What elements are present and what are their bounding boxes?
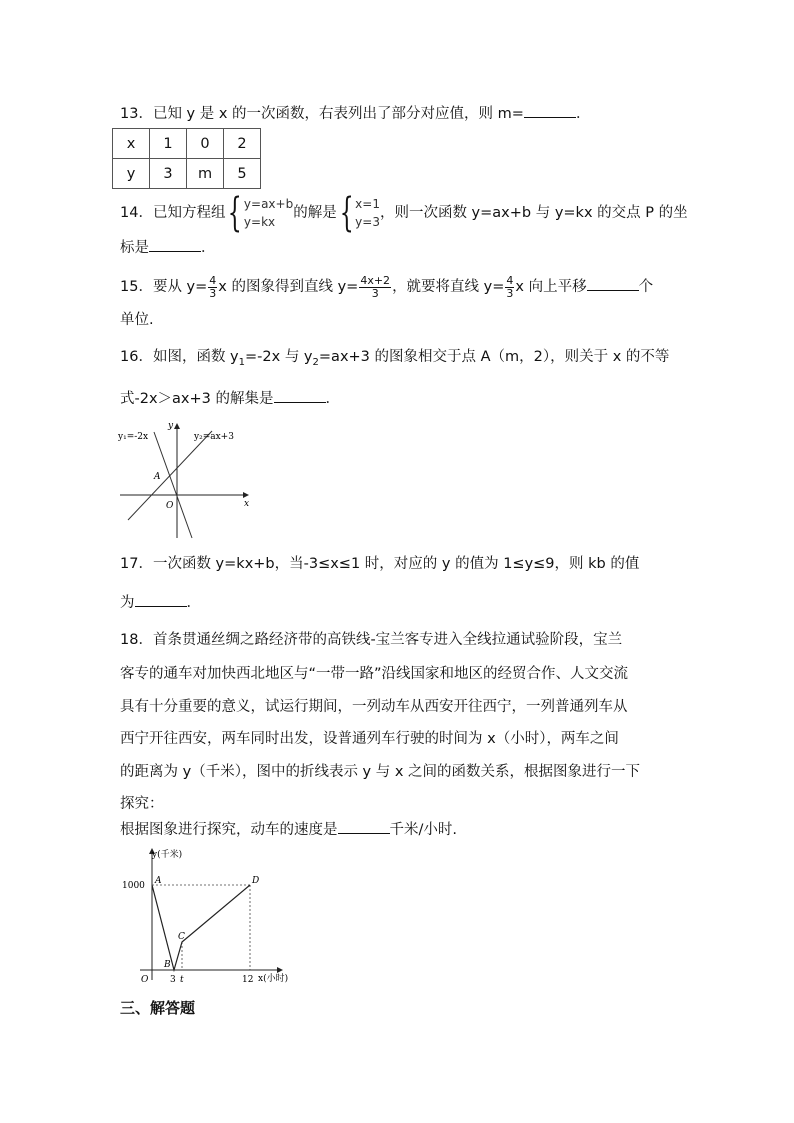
q17-end: ．: [186, 595, 201, 611]
q16-line-2: [120, 388, 340, 409]
q13-number: 13．: [120, 106, 153, 122]
q14-pre: 已知方程组: [152, 205, 226, 221]
subscript: 2: [312, 356, 319, 368]
q14-system-1: [225, 190, 294, 236]
q18-answer-blank[interactable]: [338, 819, 390, 834]
q18-line-6: [120, 794, 164, 814]
point-d-label: D: [252, 876, 260, 886]
q18-graph: [112, 843, 312, 988]
q13-answer-blank[interactable]: [524, 103, 576, 118]
q16-graph: [112, 418, 262, 543]
q18-line-3: [120, 697, 628, 717]
q13-text: 已知 y 是 x 的一次函数，右表列出了部分对应值，则 m=: [152, 106, 524, 122]
line-y1: [154, 432, 192, 538]
section-heading: 三、解答题: [120, 999, 196, 1017]
denominator: 3: [209, 286, 217, 300]
table-cell: 1: [150, 129, 187, 159]
q13-value-table: [112, 128, 261, 189]
q13-line: [120, 103, 590, 124]
q18-text: 具有十分重要的意义，试运行期间，一列动车从西安开往西宁，一列普通列车从: [120, 699, 628, 715]
table-cell: 3: [150, 159, 187, 189]
q18-text: 首条贯通丝绸之路经济带的高铁线-宝兰客专进入全线拉通试验阶段，宝兰: [152, 632, 623, 648]
brace-icon: {: [339, 190, 354, 236]
q18-line-4: [120, 729, 619, 749]
q18-ask: [120, 819, 457, 840]
q16-answer-blank[interactable]: [274, 388, 326, 403]
point-b-label: B: [164, 960, 171, 970]
q14-mid: 的解是: [293, 205, 337, 221]
q16-text-1: 如图，函数 y: [152, 349, 239, 365]
q15-text-4: x 向上平移: [515, 279, 587, 295]
point-a-label: A: [154, 472, 161, 482]
q18-line-2: [120, 664, 628, 684]
q18-text: 客专的通车对加快西北地区与“一带一路”沿线国家和地区的经贸合作、人文交流: [120, 666, 629, 682]
brace-icon: {: [228, 190, 243, 236]
q17-line2: 为: [120, 595, 135, 611]
point-c-label: C: [178, 932, 185, 942]
q16-text-3: =ax+3 的图象相交于点 A（m，2），则关于 x 的不等: [318, 349, 670, 365]
y-axis-label: y: [168, 421, 174, 431]
origin-label: O: [166, 501, 174, 511]
table-cell: 0: [187, 129, 224, 159]
q13-end: ．: [575, 106, 591, 122]
q14-post: ，则一次函数 y=ax+b 与 y=kx 的交点 P 的坐: [379, 205, 688, 221]
q17-answer-blank[interactable]: [135, 592, 187, 607]
distance-polyline: [152, 885, 250, 970]
q16-text-2: =-2x 与 y: [245, 349, 313, 365]
point-a-label: A: [155, 876, 162, 886]
q18-ask-text: 根据图象进行探究，动车的速度是: [120, 822, 338, 838]
q15-text-1: 要从 y=: [152, 279, 208, 295]
q18-text: 西宁开往西安，两车同时出发，设普通列车行驶的时间为 x（小时），两车之间: [120, 731, 619, 747]
q15-text-3: ，就要将直线 y=: [392, 279, 505, 295]
table-cell: 2: [224, 129, 261, 159]
table-cell: 5: [224, 159, 261, 189]
q16-end: ．: [325, 391, 340, 407]
label-y1: y₁=-2x: [118, 432, 149, 442]
y-axis-label: y(千米): [152, 850, 183, 860]
x-tick-12: 12: [242, 975, 254, 985]
table-cell: y: [113, 159, 150, 189]
q14-system-2: [337, 190, 380, 236]
q18-line-5: [120, 762, 640, 782]
q18-number: 18．: [120, 632, 153, 648]
numerator: 4: [209, 273, 217, 287]
q17-line-2: [120, 592, 201, 613]
q14-answer-blank[interactable]: [149, 237, 201, 252]
fraction: [208, 275, 217, 300]
x-axis-label: x: [244, 499, 250, 509]
q14-eq-1: y=ax+b: [243, 197, 294, 211]
q16-line2: 式-2x＞ax+3 的解集是: [120, 391, 274, 407]
q15-number: 15．: [120, 279, 153, 295]
fraction: [505, 275, 514, 300]
x-axis-label: x(小时): [258, 974, 289, 984]
fraction: [359, 275, 391, 300]
q18-line-1: [120, 630, 622, 650]
q17-line: [120, 554, 639, 574]
label-y2: y₂=ax+3: [194, 432, 234, 442]
q17-text: 一次函数 y=kx+b，当-3≤x≤1 时，对应的 y 的值为 1≤y≤9，则 kb 的值: [152, 556, 640, 572]
q17-number: 17．: [120, 556, 153, 572]
table-row: [113, 129, 261, 159]
denominator: 3: [371, 286, 379, 300]
q14-sol-1: x=1: [355, 197, 380, 211]
table-cell: x: [113, 129, 150, 159]
q14-eq-2: y=kx: [243, 215, 276, 229]
q14-number: 14．: [120, 205, 153, 221]
q16-number: 16．: [120, 349, 153, 365]
q15-answer-blank[interactable]: [587, 276, 639, 291]
q14-end: ．: [201, 240, 216, 256]
q15-line: [120, 273, 653, 301]
origin-label: O: [141, 975, 149, 985]
q18-ask-end: 千米/小时.: [389, 822, 457, 838]
denominator: 3: [506, 286, 514, 300]
x-tick-t: t: [180, 975, 184, 985]
q18-text: 探究：: [120, 796, 164, 812]
subscript: 1: [238, 356, 246, 368]
q15-text-5: 个: [638, 279, 654, 295]
numerator: 4x+2: [360, 273, 391, 287]
q15-text-2: x 的图象得到直线 y=: [218, 279, 359, 295]
q14-line: [120, 190, 688, 236]
table-row: [113, 159, 261, 189]
q15-line-2: [120, 310, 154, 330]
x-tick-3: 3: [170, 975, 176, 985]
q14-line2: 标是: [120, 240, 149, 256]
q15-line2: 单位.: [120, 312, 154, 328]
q18-text: 的距离为 y（千米），图中的折线表示 y 与 x 之间的函数关系，根据图象进行一下: [120, 764, 641, 780]
table-cell: m: [187, 159, 224, 189]
y-tick-1000: 1000: [122, 881, 145, 891]
q14-sol-2: y=3: [355, 215, 380, 229]
q14-line-2: [120, 237, 216, 258]
q16-line: [120, 347, 669, 373]
numerator: 4: [506, 273, 514, 287]
